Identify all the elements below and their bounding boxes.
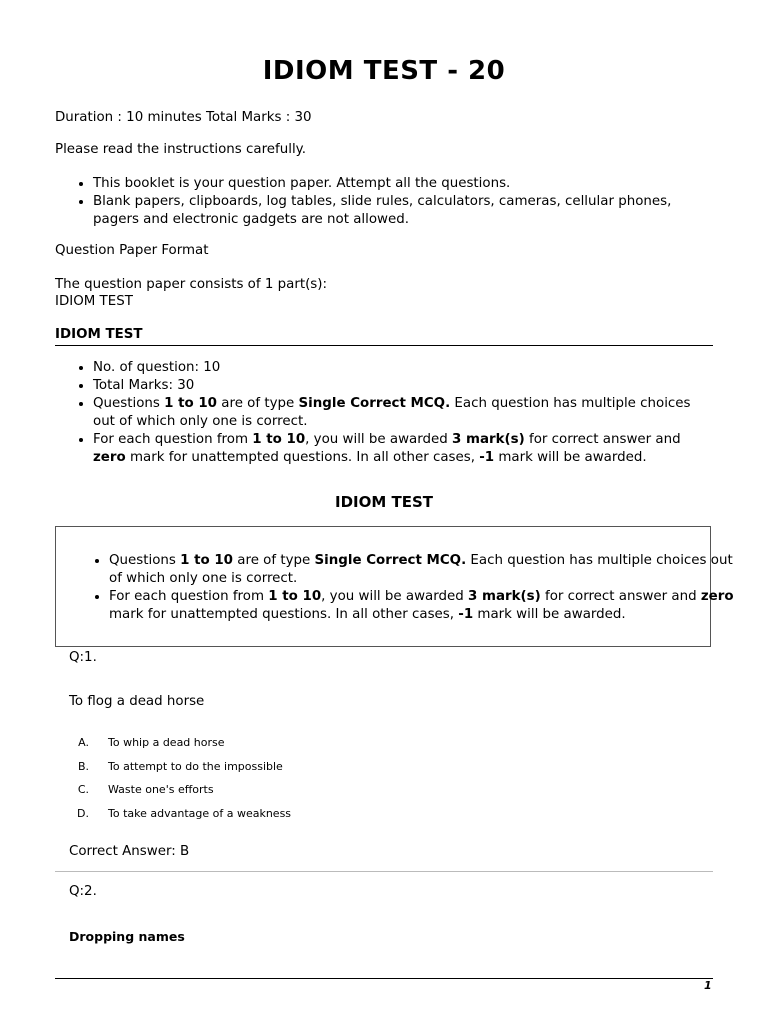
marking-scheme-item: • For each question from 1 to 10, you will be awarded 3 mark(s) for correct answer and zero mark for unattempted questions. In all other cases, -1 mark will be awarded. — [109, 588, 739, 624]
option-c: C. Waste one's efforts — [77, 783, 214, 796]
instructions-list — [55, 175, 713, 229]
no-questions-item: • No. of question: 10 — [93, 359, 713, 377]
question-2-number: Q:2. — [69, 884, 97, 899]
footer-rule — [55, 978, 713, 979]
box-instructions-list — [71, 552, 739, 624]
instruction-item: • Blank papers, clipboards, log tables, slide rules, calculators, cameras, cellular phones, pagers and electronic gadgets are not allowed. — [93, 193, 713, 229]
question-type-item: • Questions 1 to 10 are of type Single Correct MCQ. Each question has multiple choices out of which only one is correct. — [93, 395, 713, 431]
question-1-options — [69, 735, 291, 829]
page-number: 1 — [704, 979, 712, 992]
part-name: IDIOM TEST — [55, 294, 133, 309]
instructions-intro: Please read the instructions carefully. — [55, 142, 306, 157]
section-heading: IDIOM TEST — [55, 326, 713, 346]
section-instructions-box — [55, 526, 734, 647]
section-details-list — [55, 359, 713, 467]
question-1-number: Q:1. — [69, 650, 97, 665]
duration-line: Duration : 10 minutes Total Marks : 30 — [55, 110, 312, 125]
option-a: A. To whip a dead horse — [78, 736, 225, 749]
question-type-item: • Questions 1 to 10 are of type Single Correct MCQ. Each question has multiple choices out of which only one is correct. — [109, 552, 739, 588]
instruction-item: • This booklet is your question paper. Attempt all the questions. — [93, 175, 713, 193]
option-b: B. To attempt to do the impossible — [77, 759, 283, 773]
question-1-answer: Correct Answer: B — [69, 844, 190, 859]
question-2-text: Dropping names — [69, 929, 185, 944]
format-heading: Question Paper Format — [55, 243, 209, 258]
question-1-text: To flog a dead horse — [69, 694, 205, 709]
section-center-title: IDIOM TEST — [334, 493, 434, 511]
question-divider — [55, 871, 713, 872]
total-marks-item: • Total Marks: 30 — [93, 377, 713, 395]
parts-line: The question paper consists of 1 part(s): — [55, 277, 328, 292]
marking-scheme-item: • For each question from 1 to 10, you will be awarded 3 mark(s) for correct answer and zero mark for unattempted questions. In all other cases, -1 mark will be awarded. — [93, 431, 713, 467]
page-title: IDIOM TEST - 20 — [262, 56, 506, 86]
option-d: D. To take advantage of a weakness — [77, 806, 292, 820]
